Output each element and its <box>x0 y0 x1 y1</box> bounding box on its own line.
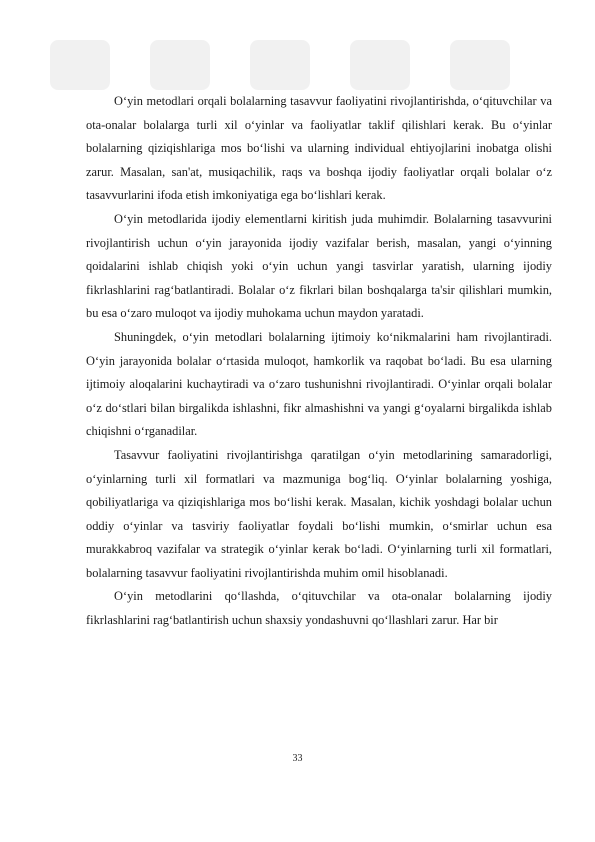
paragraph-5: O‘yin metodlarini qo‘llashda, o‘qituvchilar va ota-onalar bolalarning ijodiy fikrlashlarini rag‘batlantirish uchun shaxsiy yondashuvni qo‘llashlari zarur. Har bir <box>86 589 552 628</box>
page-number: 33 <box>292 753 303 764</box>
document-body <box>86 90 552 633</box>
paragraph-1: O‘yin metodlari orqali bolalarning tasavvur faoliyatini rivojlantirishda, o‘qituvchilar va ota-onalar bolalarga turli xil o‘yinlar va faoliyatlar taklif qilishlari kerak. Bu o‘yinlar bolalarning qiziqishlariga mos bo‘lishi va ularning individual ehtiyojlarini inobatga olishi zarur. Masalan, san'at, musiqachilik, raqs va boshqa ijodiy faoliyatlar orqali bolalar o‘z tasavvurlarini ifoda etish imkoniyatiga ega bo‘lishlari kerak. <box>86 94 552 203</box>
paragraph-3: Shuningdek, o‘yin metodlari bolalarning ijtimoiy ko‘nikmalarini ham rivojlantiradi. O‘yin jarayonida bolalar o‘rtasida muloqot, hamkorlik va raqobat bo‘ladi. Bu esa ularning ijtimoiy aloqalarini kuchaytiradi va o‘zaro tushunishni rivojlantiradi. O‘yinlar orqali bolalar o‘z do‘stlari bilan birgalikda ishlashni, fikr almashishni va yangi g‘oyalarni birgalikda ishlab chiqishni o‘rganadilar. <box>86 329 552 439</box>
paragraph-4: Tasavvur faoliyatini rivojlantirishga qaratilgan o‘yin metodlarining samaradorligi, o‘yinlarning turli xil formatlari va mazmuniga bog‘liq. O‘yinlar bolalarning yoshiga, qobiliyatlariga va qiziqishlariga mos bo‘lishi kerak. Masalan, kichik yoshdagi bolalar uchun oddiy o‘yinlar va tasviriy faoliyatlar foydali bo‘lishi mumkin, o‘smirlar uchun esa murakkabroq vazifalar va strategik o‘yinlar kerak bo‘ladi. O‘yinlarning turli xil formatlari, bolalarning tasavvur faoliyatini rivojlantirishda muhim omil hisoblanadi. <box>86 447 552 580</box>
paragraph-2: O‘yin metodlarida ijodiy elementlarni kiritish juda muhimdir. Bolalarning tasavvurini rivojlantirish uchun o‘yin jarayonida ijodiy vazifalar berish, masalan, yangi o‘yinning qoidalarini ishlab chiqish yoki o‘yin uchun yangi tasvirlar yaratish, ularning ijodiy fikrlashlarini rag‘batlantiradi. Bolalar o‘z fikrlari bilan boshqalarga ta'sir qilishlari mumkin, bu esa o‘zaro muloqot va ijodiy muhokama uchun maydon yaratadi. <box>86 211 552 321</box>
